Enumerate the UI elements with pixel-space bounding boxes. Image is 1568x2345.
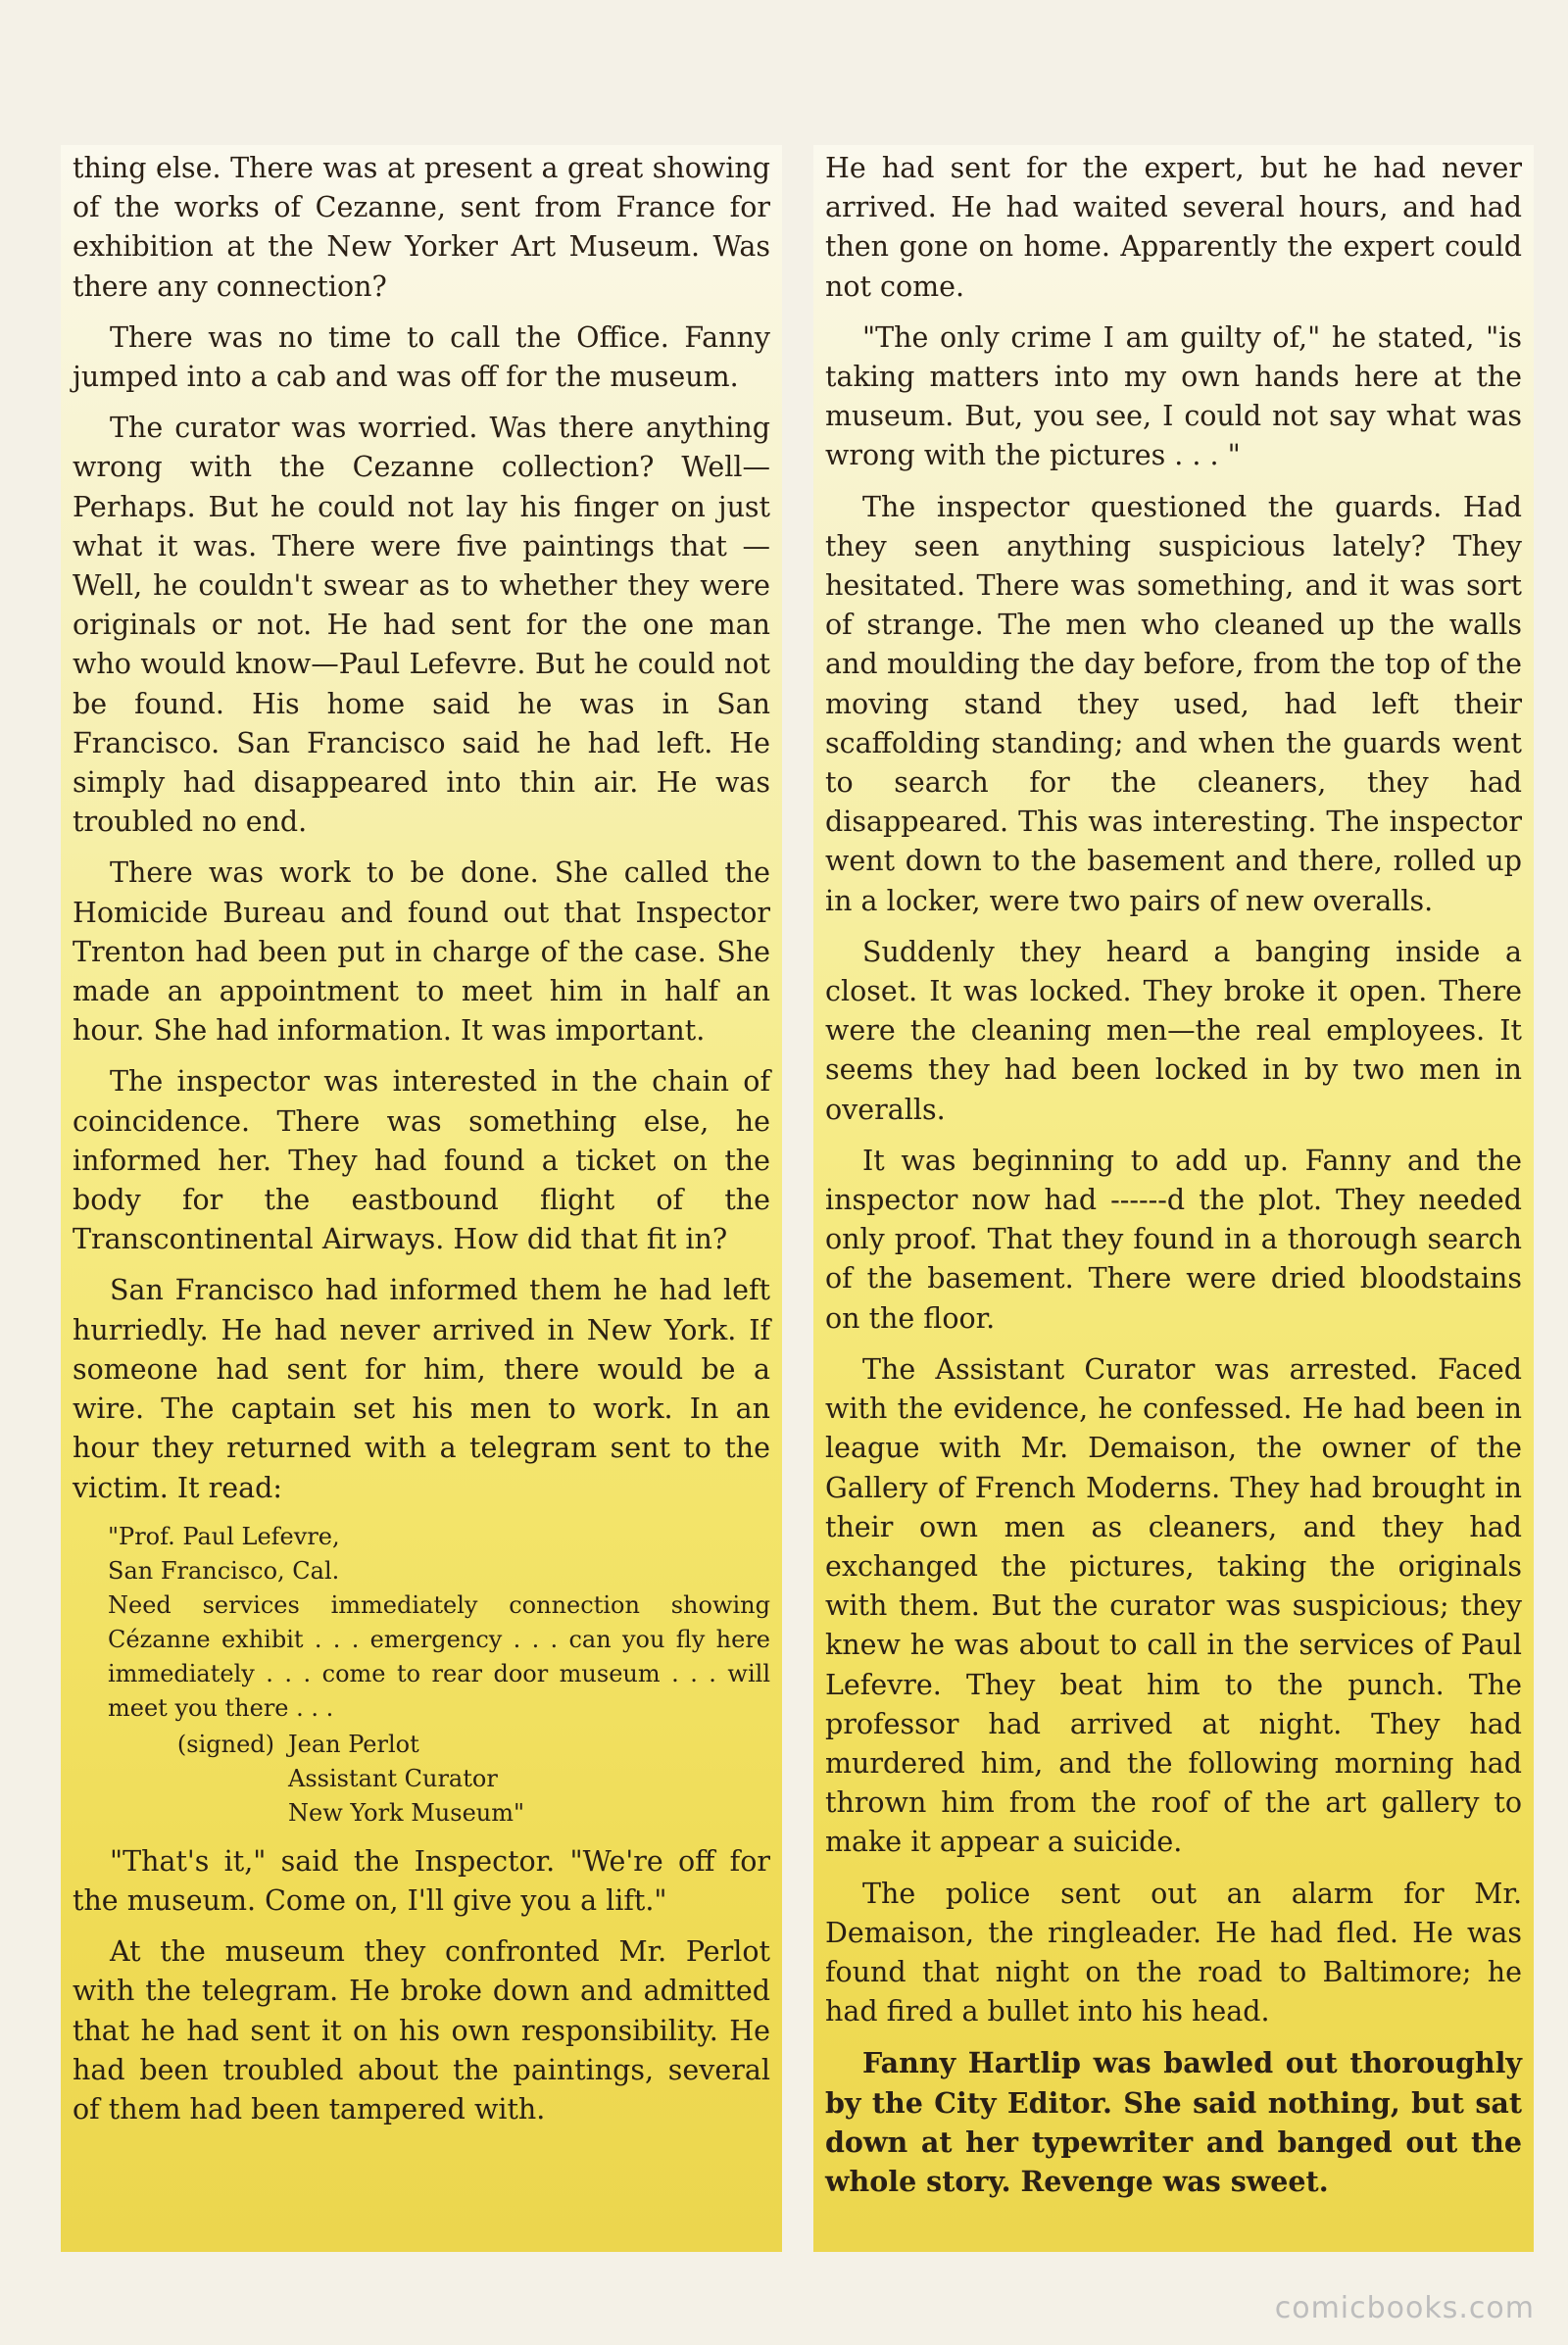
- paragraph: It was beginning to add up. Fanny and the inspector now had ------d the plot. They needed only proof. That they found in a thorough search of the basement. There were dried bloodstains on the floor.: [825, 1144, 1522, 1335]
- paragraph: There was no time to call the Office. Fanny jumped into a cab and was off for the museum.: [73, 320, 770, 394]
- paragraph: The inspector was interested in the chain of coincidence. There was something else, he informed her. They had found a ticket on the body for the eastbound flight of the Transcontinental Airways. How did that fit in?: [73, 1065, 770, 1256]
- telegram-body: Need services immediately connection showing Cézanne exhibit . . . emergency . . . can you fly here immediately . . . come to rear door museum . . . will meet you there . . .: [108, 1590, 770, 1722]
- signature-name: Jean Perlot: [288, 1730, 419, 1758]
- paragraph: The police sent out an alarm for Mr. Demaison, the ringleader. He had fled. He was found that night on the road to Baltimore; he had fired a bullet into his head.: [825, 1877, 1522, 2028]
- paragraph: "That's it," said the Inspector. "We're off for the museum. Come on, I'll give you a lift.": [73, 1844, 770, 1917]
- telegram-block: [108, 1520, 770, 1831]
- paragraph: thing else. There was at present a great showing of the works of Cezanne, sent from France for exhibition at the New Yorker Art Museum. Was there any connection?: [73, 152, 770, 303]
- telegram-addressee: "Prof. Paul Lefevre,: [108, 1522, 340, 1550]
- paragraph: At the museum they confronted Mr. Perlot with the telegram. He broke down and admitted that he had sent it on his own responsibility. He had been troubled about the paintings, several of them had been tampered with.: [73, 1935, 770, 2125]
- paragraph: He had sent for the expert, but he had never arrived. He had waited several hours, and had then gone on home. Apparently the expert could not come.: [825, 152, 1522, 303]
- telegram-signature: [108, 1728, 770, 1831]
- paragraph: Suddenly they heard a banging inside a closet. It was locked. They broke it open. There were the cleaning men—the real employees. It seems they had been locked in by two men in overalls.: [825, 935, 1522, 1126]
- site-watermark: comicbooks.com: [1274, 2291, 1535, 2325]
- signature-org: New York Museum": [288, 1798, 525, 1827]
- signed-label: (signed): [176, 1730, 274, 1758]
- left-text-column: [61, 145, 782, 2252]
- paragraph: The curator was worried. Was there anything wrong with the Cezanne collection? Well—Perhaps. But he could not lay his finger on just what it was. There were five paintings that — Well, he couldn't swear as to whether they were originals or not. He had sent for the one man who would know—Paul Lefevre. But he could not be found. His home said he was in San Francisco. San Francisco said he had left. He simply had disappeared into thin air. He was troubled no end.: [73, 412, 770, 839]
- telegram-address: San Francisco, Cal.: [108, 1556, 340, 1585]
- right-text-column: [813, 145, 1534, 2252]
- paragraph: San Francisco had informed them he had left hurriedly. He had never arrived in New York. If someone had sent for him, there would be a wire. The captain set his men to work. In an hour they returned with a telegram sent to the victim. It read:: [73, 1274, 770, 1504]
- paragraph: The inspector questioned the guards. Had they seen anything suspicious lately? They hesitated. There was something, and it was sort of strange. The men who cleaned up the walls and moulding the day before, from the top of the moving stand they used, had left their scaffolding standing; and when the guards went to search for the cleaners, they had disappeared. This was interesting. The inspector went down to the basement and there, rolled up in a locker, were two pairs of new overalls.: [825, 490, 1522, 917]
- paragraph: There was work to be done. She called the Homicide Bureau and found out that Inspector Trenton had been put in charge of the case. She made an appointment to meet him in half an hour. She had information. It was important.: [73, 856, 770, 1048]
- paragraph: "The only crime I am guilty of," he stated, "is taking matters into my own hands here at the museum. But, you see, I could not say what was wrong with the pictures . . . ": [825, 320, 1522, 472]
- paragraph: The Assistant Curator was arrested. Faced with the evidence, he confessed. He had been in league with Mr. Demaison, the owner of the Gallery of French Moderns. They had brought in their own men as cleaners, and they had exchanged the pictures, taking the originals with them. But the curator was suspicious; they knew he was about to call in the services of Paul Lefevre. They beat him to the punch. The professor had arrived at night. They had murdered him, and the following morning had thrown him from the roof of the art gallery to make it appear a suicide.: [825, 1352, 1522, 1859]
- signature-title: Assistant Curator: [288, 1764, 498, 1792]
- paragraph: Fanny Hartlip was bawled out thoroughly by the City Editor. She said nothing, but sat down at her typewriter and banged out the whole story. Revenge was sweet.: [825, 2046, 1522, 2198]
